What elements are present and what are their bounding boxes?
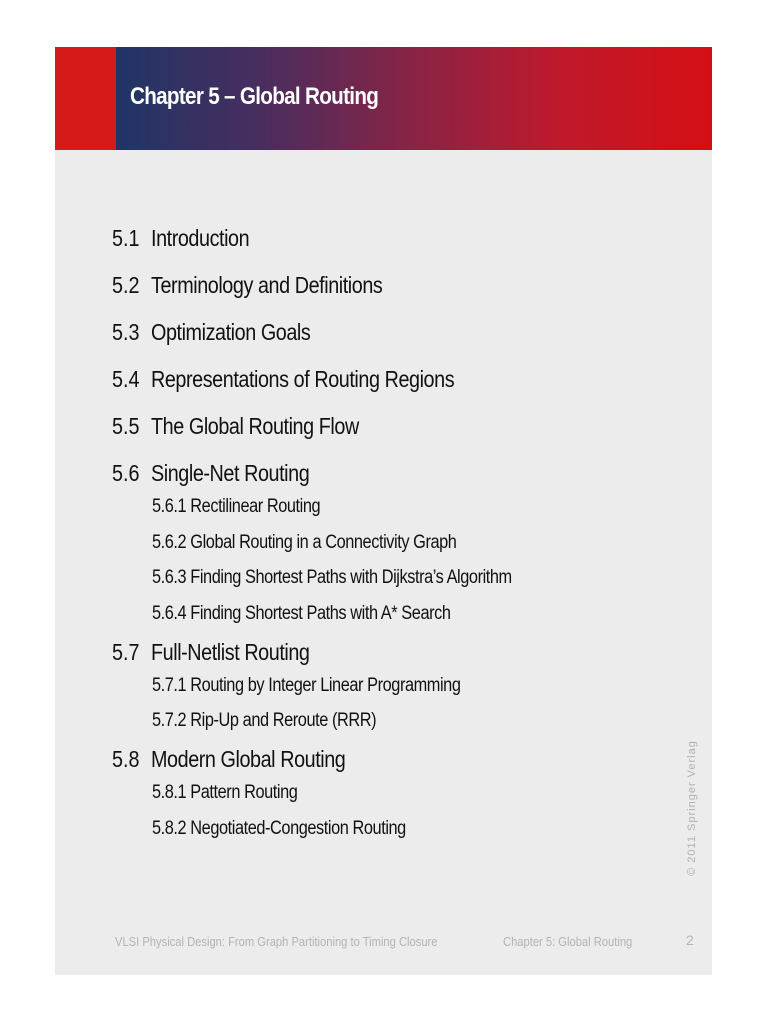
subsection-title: 5.8.2 Negotiated-Congestion Routing: [152, 817, 406, 839]
toc-section: [112, 272, 672, 298]
toc-subsection: [112, 782, 672, 801]
subsection-group: [112, 782, 672, 837]
subsection-group: [112, 496, 672, 622]
subsection-list: [112, 496, 672, 622]
toc-subsection: [112, 603, 672, 622]
section-number: 5.1: [112, 225, 140, 251]
section-number: 5.6: [112, 460, 140, 486]
footer-chapter: Chapter 5: Global Routing: [503, 934, 633, 949]
toc-subsection: [112, 675, 672, 694]
copyright-notice: © 2011 Springer Verlag: [686, 740, 698, 876]
footer-page-number: 2: [686, 932, 694, 948]
section-title: Optimization Goals: [151, 319, 311, 345]
toc-section: [112, 460, 672, 486]
subsection-title: 5.7.1 Routing by Integer Linear Programming: [152, 674, 461, 696]
section-title: Full-Netlist Routing: [151, 638, 310, 665]
table-of-contents: [112, 225, 672, 854]
header-bar: [55, 47, 712, 150]
toc-subsection: [112, 496, 672, 515]
subsection-list: [112, 675, 672, 730]
toc-section: [112, 366, 672, 392]
section-title: Single-Net Routing: [151, 460, 310, 486]
section-number: 5.7: [112, 638, 140, 665]
subsection-title: 5.8.1 Pattern Routing: [152, 782, 298, 803]
subsection-group: [112, 675, 672, 730]
section-number: 5.8: [112, 746, 140, 772]
toc-subsection: [112, 532, 672, 551]
subsection-title: 5.7.2 Rip-Up and Reroute (RRR): [152, 710, 377, 731]
section-title: Terminology and Definitions: [151, 272, 383, 298]
subsection-title: 5.6.2 Global Routing in a Connectivity Graph: [152, 531, 457, 553]
subsection-title: 5.6.1 Rectilinear Routing: [152, 496, 321, 517]
toc-subsection: [112, 818, 672, 837]
toc-subsection: [112, 710, 672, 729]
section-number: 5.5: [112, 413, 140, 439]
section-number: 5.4: [112, 366, 140, 392]
subsection-title: 5.6.3 Finding Shortest Paths with Dijkstra’s Algorithm: [152, 567, 512, 588]
slide-title: Chapter 5 – Global Routing: [130, 83, 379, 110]
subsection-title: 5.6.4 Finding Shortest Paths with A* Search: [152, 602, 451, 624]
subsection-list: [112, 782, 672, 837]
section-title: Introduction: [151, 225, 250, 251]
section-title: The Global Routing Flow: [151, 413, 359, 439]
section-number: 5.3: [112, 319, 140, 345]
toc-section: [112, 413, 672, 439]
section-title: Modern Global Routing: [151, 746, 346, 772]
section-number: 5.2: [112, 272, 140, 298]
section-title: Representations of Routing Regions: [151, 366, 455, 392]
toc-section: [112, 638, 672, 665]
toc-section: [112, 225, 672, 251]
toc-subsection: [112, 567, 672, 586]
toc-section: [112, 319, 672, 345]
toc-section: [112, 746, 672, 772]
slide: [55, 47, 712, 975]
footer-book-title: VLSI Physical Design: From Graph Partitioning to Timing Closure: [115, 934, 438, 949]
